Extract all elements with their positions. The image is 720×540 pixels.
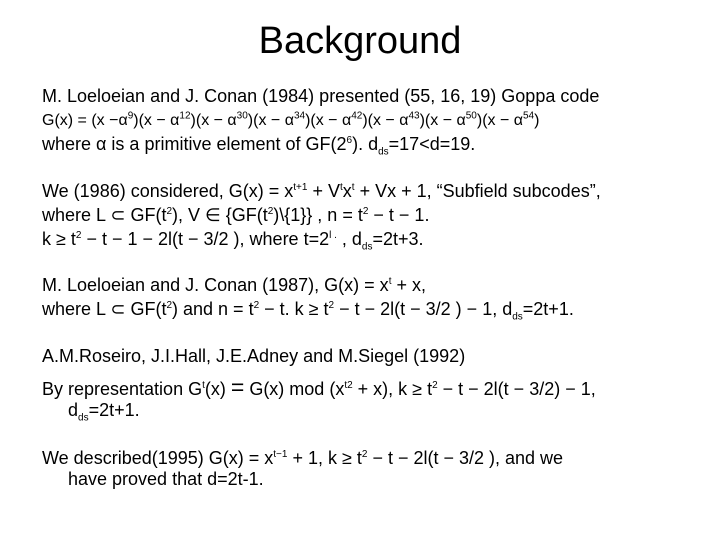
p5-line1: We described(1995) $G(x) = x^{t-1} + 1$, $k \ge t^2 - t - 2l(t - 3/2$ ), and we bbox=[42, 448, 564, 468]
p2-line1: We (1986) considered, $G(x) = x^{t+1} + V^tx^t + Vx + 1$, “Subfield subcodes”, bbox=[42, 181, 601, 201]
p3-line1: M. Loeloeian and J. Conan (1987), $G(x) = x^t + x$, bbox=[42, 275, 426, 295]
p4-line1: A.M.Roseiro, J.I.Hall, J.E.Adney and M.Siegel (1992) bbox=[42, 346, 466, 366]
p1-line1: M. Loeloeian and J. Conan (1984) presented (55, 16, 19) Goppa code bbox=[42, 86, 600, 106]
p2-line3: $k \ge t^2 - t - 1 - 2l(t - 3/2$ ), where $t=2^{l .}$ , $d_{ds}=2t+3$. bbox=[42, 229, 424, 253]
p2-line2: where L ⊂ $GF(t^2)$, V ∈ $\{GF(t^2)\backslash\{1\}\}$ , $n = t^2 - t - 1$. bbox=[42, 205, 430, 225]
p4-line3: $d_{ds}=2t+1$. bbox=[68, 400, 140, 424]
p5-line2: have proved that d=2t-1. bbox=[68, 469, 264, 489]
p3-line2: where L ⊂ $GF(t^2)$ and $n = t^2 - t$. $k \ge t^2 - t - 2l(t - 3/2$ ) − 1, $d_{ds}=2t+1$. bbox=[42, 299, 574, 323]
slide-title: Background bbox=[258, 20, 462, 62]
p1-line3: where α is a primitive element of $GF(2^6)$. $d_{ds}=17<d=19$. bbox=[42, 134, 476, 158]
p4-line2: By representation $G^t(x) = G(x)$ mod $(x^{t2} + x)$, $k \ge t^2 - t - 2l(t - 3/2) - 1$, bbox=[42, 374, 596, 400]
p1-line2-goppa-polynomial: $G(x) = (x -\alpha^9)(x - \alpha^{12})(x - \alpha^{30})(x - \alpha^{34})(x - \alpha^{42})(x - \alpha^{43})(x - \alpha^{50})(x - \alpha^{54})$ bbox=[42, 110, 540, 129]
